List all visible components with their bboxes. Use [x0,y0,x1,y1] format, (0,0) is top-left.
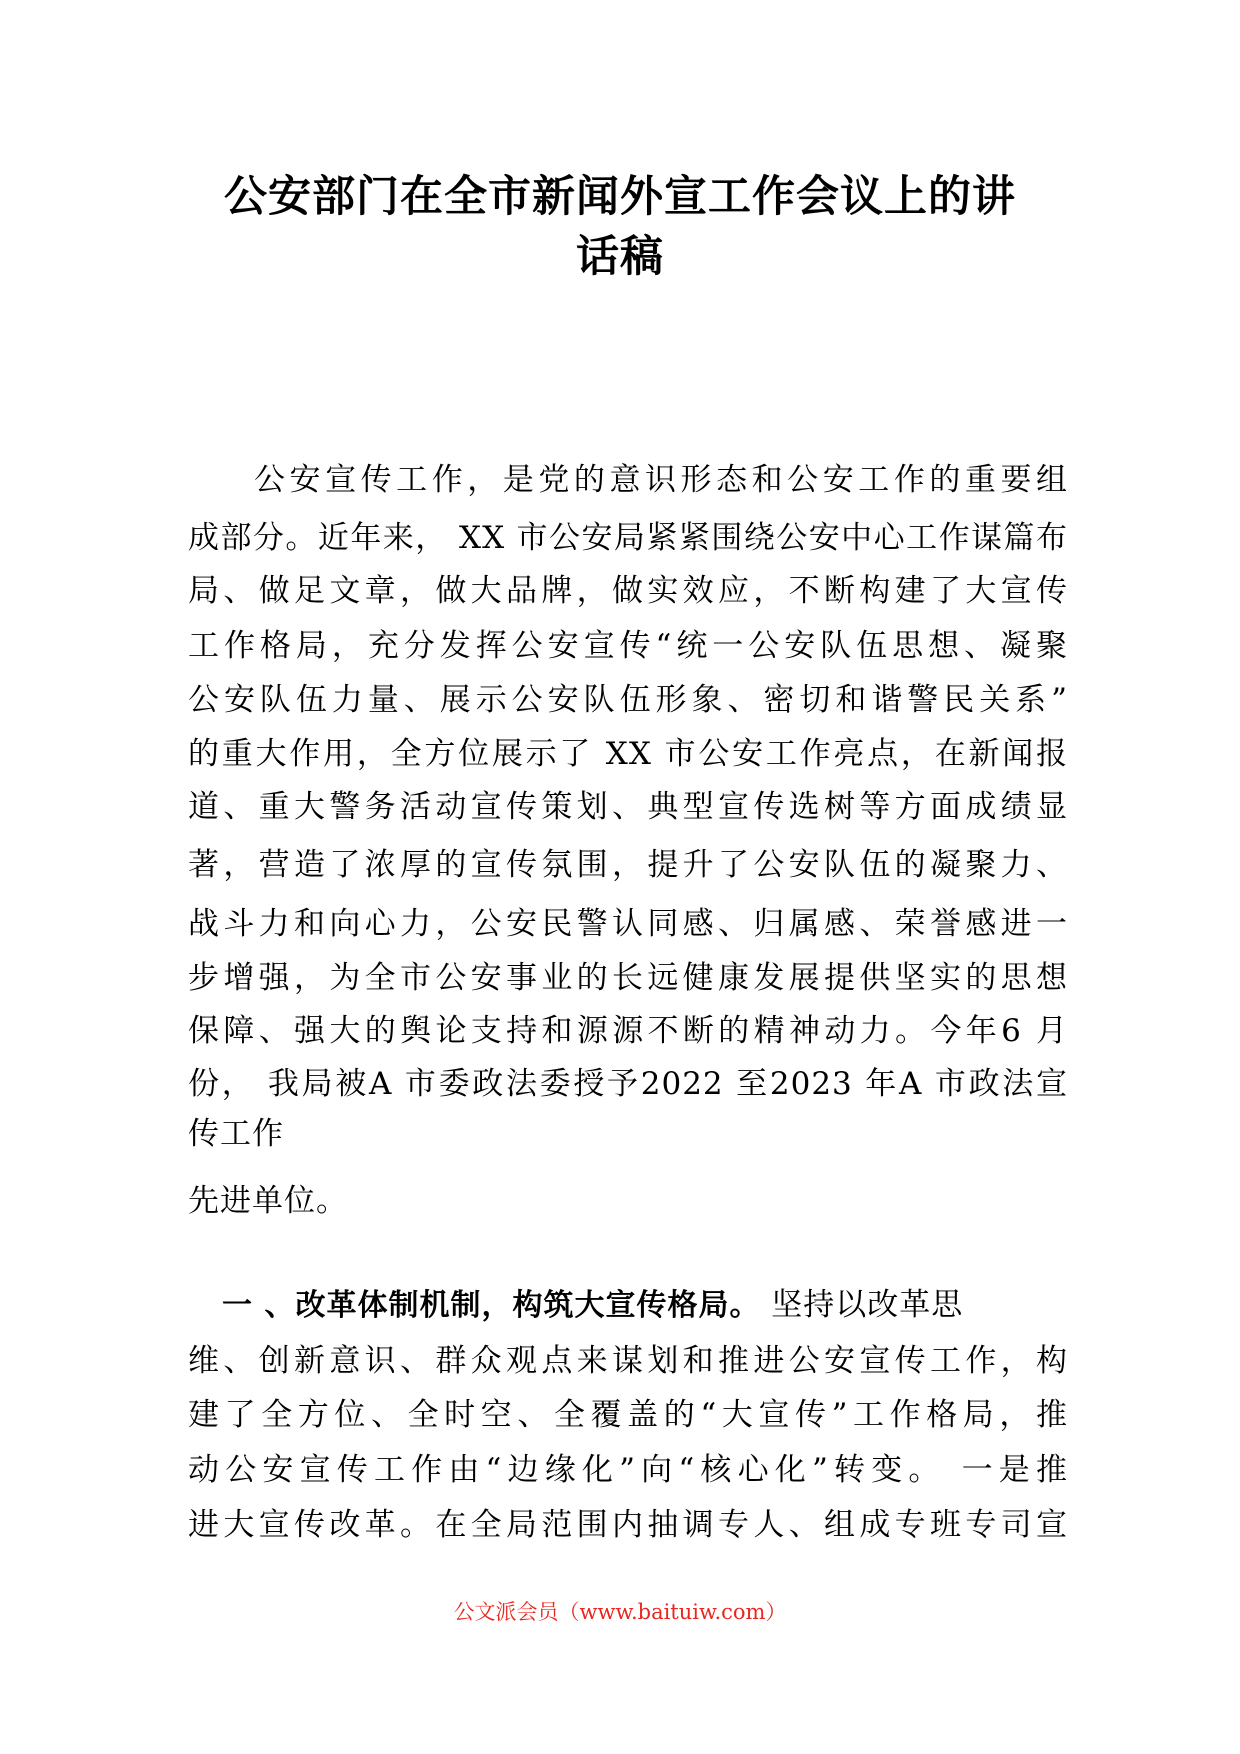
section-text: 坚持以改革思 [760,1287,964,1323]
page-title-continued: 话稿 [576,232,664,282]
intro-line: 工作格局，充分发挥公安宣传“统一公安队伍思想、凝聚 [188,628,1068,664]
intro-line: 著，营造了浓厚的宣传氛围，提升了公安队伍的凝聚力、 [188,847,1068,883]
intro-line: 份， 我局被A 市委政法委授予2022 至2023 年A 市政法宣 [188,1066,1068,1102]
intro-line: 保障、强大的舆论支持和源源不断的精神动力。今年6 月 [188,1013,1068,1049]
intro-line: 成部分。近年来， XX 市公安局紧紧围绕公安中心工作谋篇布 [188,520,1068,556]
page-title: 公安部门在全市新闻外宣工作会议上的讲 [224,172,1016,222]
intro-line: 先进单位。 [188,1183,348,1219]
intro-line: 传工作 [188,1116,284,1152]
intro-line: 道、重大警务活动宣传策划、典型宣传选树等方面成绩显 [188,789,1068,825]
section-line: 进大宣传改革。在全局范围内抽调专人、组成专班专司宣 [188,1507,1068,1543]
intro-line: 局、做足文章，做大品牌，做实效应，不断构建了大宣传 [188,573,1068,609]
intro-line: 步增强，为全市公安事业的长远健康发展提供坚实的思想 [188,960,1068,996]
footer-watermark: 公文派会员（www.baituiw.com） [453,1600,787,1624]
intro-line: 公安队伍力量、展示公安队伍形象、密切和谐警民关系” [188,682,1068,718]
section-line: 动公安宣传工作由“边缘化”向“核心化”转变。 一是推 [188,1452,1068,1488]
section-heading: 一 、改革体制机制，构筑大宣传格局。 [222,1288,761,1323]
intro-line: 战斗力和向心力，公安民警认同感、归属感、荣誉感进一 [188,906,1068,942]
intro-line: 的重大作用，全方位展示了 XX 市公安工作亮点，在新闻报 [188,736,1068,772]
intro-line: 公安宣传工作，是党的意识形态和公安工作的重要组 [254,462,1068,498]
section-line: 维、创新意识、群众观点来谋划和推进公安宣传工作，构 [188,1343,1068,1379]
section-line: 建了全方位、全时空、全覆盖的“大宣传”工作格局，推 [188,1397,1068,1433]
section-heading-line [222,1285,1068,1326]
